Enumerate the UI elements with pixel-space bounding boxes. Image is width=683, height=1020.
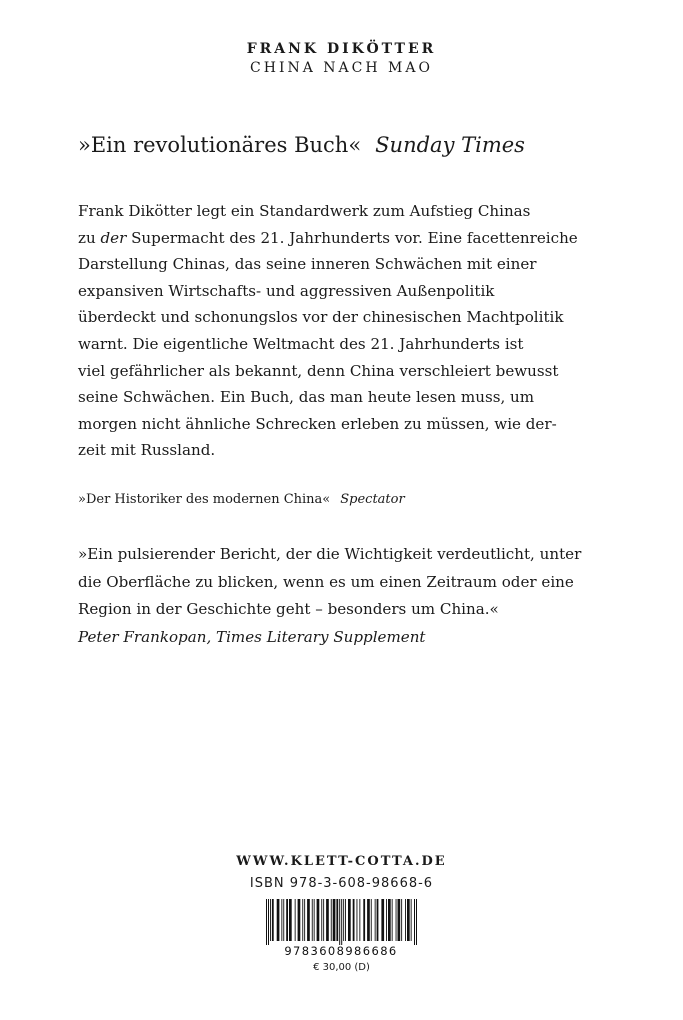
barcode-bar bbox=[407, 899, 410, 941]
author-name: FRANK DIKÖTTER bbox=[246, 41, 437, 57]
barcode-bar bbox=[357, 899, 358, 941]
description-paragraph bbox=[78, 198, 638, 464]
barcode-bar bbox=[367, 899, 370, 941]
barcode-bar bbox=[326, 899, 329, 941]
description-text: zu bbox=[78, 228, 101, 247]
review-quote-text: »Der Historiker des modernen China« bbox=[78, 492, 331, 507]
barcode-bar bbox=[302, 899, 303, 941]
barcode-bar bbox=[411, 899, 412, 941]
barcode bbox=[256, 897, 426, 957]
barcode-bar bbox=[268, 899, 269, 945]
description-line: morgen nicht ähnliche Schrecken erleben zu müssen, wie der- bbox=[78, 414, 557, 433]
review-quote-source: Spectator bbox=[340, 492, 405, 507]
headline-quote bbox=[78, 130, 638, 160]
barcode-bar bbox=[277, 899, 280, 941]
description-line bbox=[78, 225, 638, 252]
barcode-bar bbox=[375, 899, 376, 941]
barcode-bar bbox=[321, 899, 322, 941]
barcode-bar bbox=[283, 899, 284, 941]
barcode-bar bbox=[270, 899, 271, 941]
review-quote-frankopan bbox=[78, 541, 638, 651]
barcode-bar bbox=[371, 899, 372, 941]
barcode-bar bbox=[304, 899, 305, 941]
review-quote-line: die Oberfläche zu blicken, wenn es um einen Zeitraum oder eine bbox=[78, 572, 574, 591]
publisher-url: WWW.KLETT-COTTA.DE bbox=[236, 854, 447, 869]
description-text: Supermacht des 21. Jahrhunderts vor. Eine facettenreiche bbox=[126, 228, 578, 247]
barcode-bar bbox=[323, 899, 324, 941]
barcode-bar bbox=[312, 899, 313, 941]
barcode-bar bbox=[353, 899, 355, 941]
barcode-bar bbox=[416, 899, 417, 945]
barcode-bar bbox=[272, 899, 274, 941]
review-quote-line: Region in der Geschichte geht – besonders um China.« bbox=[78, 600, 499, 618]
description-line: überdeckt und schonungslos vor der chinesischen Machtpolitik bbox=[78, 308, 564, 327]
barcode-bar bbox=[331, 899, 332, 941]
barcode-bar bbox=[336, 899, 338, 941]
barcode-bar bbox=[388, 899, 391, 941]
price: € 30,00 (D) bbox=[313, 962, 370, 973]
barcode-bar bbox=[314, 899, 315, 941]
barcode-bar bbox=[266, 899, 267, 945]
barcode-bar bbox=[343, 899, 344, 941]
barcode-bar bbox=[339, 899, 340, 945]
barcode-bar bbox=[414, 899, 415, 945]
barcode-bar bbox=[381, 899, 384, 941]
barcode-bar bbox=[317, 899, 320, 941]
description-line: viel gefährlicher als bekannt, denn China verschleiert bewusst bbox=[78, 361, 559, 380]
isbn-number: ISBN 978-3-608-98668-6 bbox=[249, 876, 434, 891]
barcode-bar bbox=[392, 899, 393, 941]
emphasis-word: der bbox=[100, 228, 127, 247]
description-line: zeit mit Russland. bbox=[78, 441, 216, 460]
barcode-bar bbox=[341, 899, 342, 945]
description-line: warnt. Die eigentliche Weltmacht des 21. Jahrhunderts ist bbox=[78, 334, 524, 353]
review-quote-attribution: Peter Frankopan, Times Literary Supplement bbox=[78, 627, 426, 646]
description-line: seine Schwächen. Ein Buch, das man heute lesen muss, um bbox=[78, 388, 535, 407]
barcode-digits: 9783608986686 bbox=[284, 944, 398, 957]
barcode-bar bbox=[348, 899, 351, 941]
barcode-bar bbox=[359, 899, 360, 941]
barcode-bar bbox=[377, 899, 379, 941]
barcode-bar bbox=[345, 899, 346, 941]
description-line: expansiven Wirtschafts- und aggressiven Außenpolitik bbox=[78, 281, 495, 300]
headline-quote-source: Sunday Times bbox=[375, 133, 525, 157]
barcode-bar bbox=[295, 899, 296, 941]
barcode-bar bbox=[286, 899, 288, 941]
barcode-bar bbox=[386, 899, 387, 941]
description-line: Frank Dikötter legt ein Standardwerk zum Aufstieg Chinas bbox=[78, 202, 531, 220]
barcode-bar bbox=[405, 899, 406, 941]
barcode-bar bbox=[298, 899, 301, 941]
back-cover-header bbox=[0, 40, 683, 78]
barcode-bar bbox=[401, 899, 402, 941]
review-quote-line: »Ein pulsierender Bericht, der die Wichtigkeit verdeutlicht, unter bbox=[78, 545, 582, 563]
footer bbox=[0, 852, 683, 894]
barcode-bar bbox=[307, 899, 310, 941]
book-title: CHINA NACH MAO bbox=[250, 60, 433, 76]
barcode-bar bbox=[289, 899, 292, 941]
barcode-graphic bbox=[256, 897, 426, 957]
headline-quote-text: »Ein revolutionäres Buch« bbox=[78, 133, 362, 157]
barcode-bar bbox=[281, 899, 282, 941]
description-line: Darstellung Chinas, das seine inneren Schwächen mit einer bbox=[78, 255, 537, 274]
barcode-bar bbox=[396, 899, 397, 941]
barcode-bar bbox=[333, 899, 336, 941]
barcode-bar bbox=[363, 899, 365, 941]
barcode-bar bbox=[398, 899, 401, 941]
review-quote-spectator bbox=[78, 489, 638, 511]
